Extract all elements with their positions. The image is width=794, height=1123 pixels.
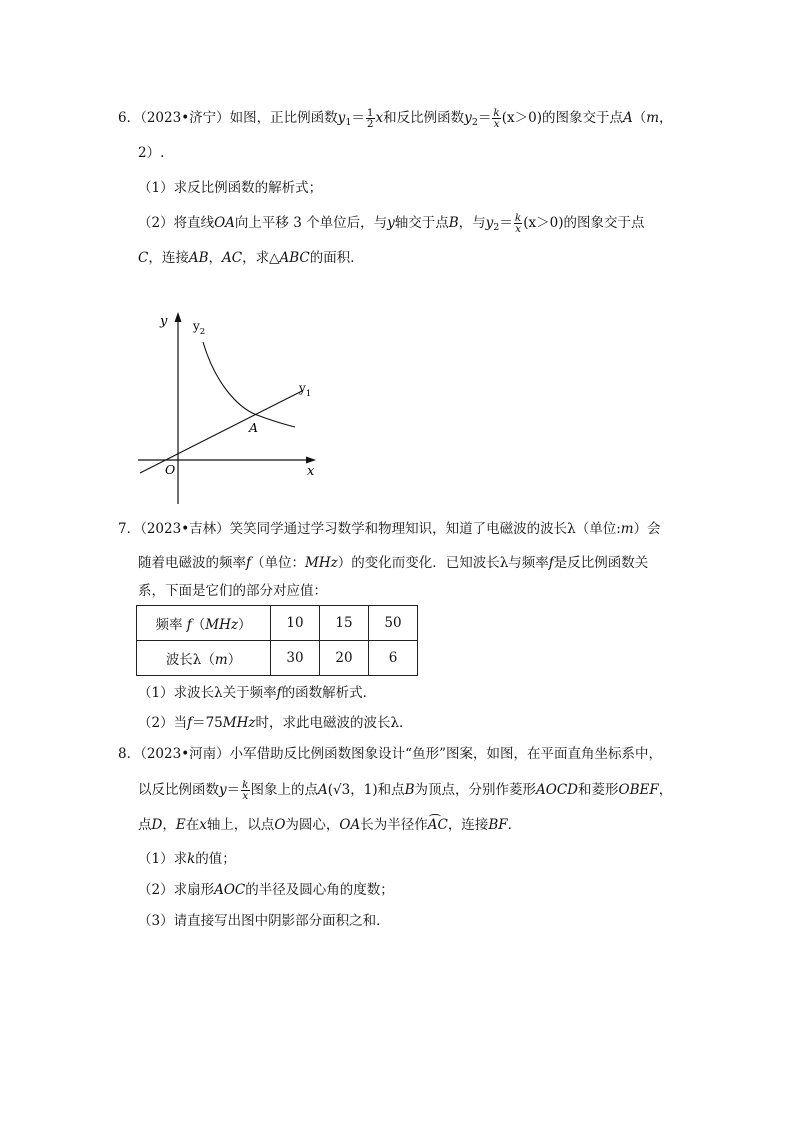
unit-mhz: MHz <box>205 617 238 633</box>
fraction-numerator: k <box>514 212 522 224</box>
q7-text: （单位： <box>251 555 305 571</box>
point-label: A <box>622 110 633 126</box>
triangle-label: ABC <box>279 250 310 266</box>
q6-line-2 <box>138 143 164 163</box>
header-text: 波长λ（ <box>165 652 215 668</box>
segment-label: OA <box>339 817 361 833</box>
table-cell: 6 <box>369 641 418 676</box>
origin-label: O <box>165 462 176 477</box>
q8-part-2 <box>138 880 394 900</box>
arc-label: AC <box>427 817 448 833</box>
point-label: D <box>151 817 163 833</box>
q6-text: 和反比例函数 <box>383 110 465 126</box>
header-text: （ <box>191 617 206 633</box>
fraction-denominator: x <box>242 790 249 802</box>
line-label-sub: 1 <box>305 389 312 399</box>
q6-part-2 <box>138 213 644 238</box>
q7-text: （2）当 <box>138 715 188 731</box>
subscript: 1 <box>345 117 352 128</box>
y-axis-arrow <box>175 312 182 322</box>
q8-text: 的值； <box>195 851 236 867</box>
var-f: f <box>187 715 193 731</box>
fraction-one-half <box>366 108 375 129</box>
q7-text: 系，下面是它们的部分对应值： <box>138 583 327 599</box>
q7-text: （1）求波长λ关于频率 <box>138 685 277 701</box>
q7-text: ＝75 <box>192 715 223 731</box>
var-k: k <box>187 851 196 867</box>
var-y: y <box>219 782 227 798</box>
q8-part-3 <box>138 911 390 931</box>
q7-text: 的函数解析式． <box>281 685 377 701</box>
row-header-frequency <box>137 606 271 641</box>
q8-text: ， <box>658 782 673 798</box>
segment-label: OA <box>214 215 235 231</box>
q8-line-1 <box>118 744 662 764</box>
q8-number: 8． <box>118 746 141 762</box>
q8-text: 和点 <box>377 782 405 798</box>
sector-label: AOC <box>214 882 246 898</box>
table-cell: 15 <box>320 606 369 641</box>
q6-text: ， <box>208 250 223 266</box>
q6-text: 向上平移 3 个单位后，与 <box>234 215 388 231</box>
function-graph <box>130 308 330 508</box>
q6-source: （2023•济宁） <box>140 110 230 126</box>
fraction-denominator: x <box>493 118 500 130</box>
equals: ＝ <box>226 782 241 798</box>
y-axis-label: y <box>160 314 168 329</box>
fraction-k-over-x <box>241 780 249 801</box>
var-f: f <box>246 555 251 571</box>
fraction-denominator: 2 <box>366 118 374 130</box>
q7-text: 笑笑同学通过学习数学和物理知识，知道了电磁波的波长λ（单位: <box>229 521 621 537</box>
point-label: E <box>175 817 186 833</box>
var-f: f <box>186 617 192 633</box>
equals: ＝ <box>477 110 492 126</box>
q8-line-3 <box>138 815 521 835</box>
var-f: f <box>548 555 554 571</box>
q8-part-1 <box>138 849 236 869</box>
segment-label: AC <box>222 250 243 266</box>
curve-label-var: y <box>193 319 200 333</box>
var-m: m <box>646 110 660 126</box>
q6-text: ， <box>659 110 673 126</box>
var-y: y <box>485 215 494 231</box>
var-x: x <box>375 110 384 126</box>
q7-line-2 <box>138 553 648 573</box>
var-f: f <box>276 685 282 701</box>
q6-text: 的图象交于点 <box>541 110 623 126</box>
q7-text: 随着电磁波的频率 <box>138 555 246 571</box>
q8-text: 为圆心， <box>285 817 340 833</box>
q7-number: 7． <box>118 521 141 537</box>
q8-line-2 <box>138 780 672 801</box>
q8-text: 在 <box>185 817 200 833</box>
table-cell: 30 <box>271 641 320 676</box>
q7-line-3 <box>138 581 327 601</box>
x-axis-label: x <box>307 464 315 479</box>
table-cell: 20 <box>320 641 369 676</box>
point-label: A <box>318 782 328 798</box>
q6-text: 轴交于点 <box>394 215 449 231</box>
q7-part-2 <box>138 713 413 733</box>
rhombus-label: OBEF <box>618 782 659 798</box>
point-label: B <box>404 782 415 798</box>
q6-text: ，与 <box>458 215 486 231</box>
q6-part-1-text: （1）求反比例函数的解析式； <box>138 180 323 196</box>
var-x: x <box>199 817 207 833</box>
q7-part-1 <box>138 683 376 703</box>
fraction-k-over-x <box>514 213 522 234</box>
segment-label: AB <box>188 250 209 266</box>
q8-text: 以反比例函数 <box>138 782 219 798</box>
q8-text: （1）求 <box>138 851 188 867</box>
table-row <box>137 641 418 676</box>
point-coordinates: (√3，1) <box>327 782 378 798</box>
q7-line-1 <box>118 519 661 539</box>
point-label: B <box>448 215 459 231</box>
q6-text: 的图象交于点 <box>563 215 645 231</box>
q6-part-1 <box>138 178 322 198</box>
q6-text: （ <box>632 110 647 126</box>
point-label: C <box>138 250 149 266</box>
q8-text: （2）求扇形 <box>138 882 215 898</box>
row-header-wavelength <box>137 641 271 676</box>
table-row <box>137 606 418 641</box>
q7-source: （2023•吉林） <box>140 521 230 537</box>
q6-part-2-cont <box>138 248 364 268</box>
q6-line-1 <box>118 108 673 133</box>
subscript: 2 <box>493 222 500 233</box>
table-cell: 10 <box>271 606 320 641</box>
rhombus-label: AOCD <box>536 782 578 798</box>
header-text: 频率 <box>155 617 183 633</box>
var-y: y <box>337 110 346 126</box>
q7-text: ）会 <box>633 521 661 537</box>
line-y1 <box>140 391 302 473</box>
q8-source: （2023•河南） <box>140 746 230 762</box>
equals: ＝ <box>499 215 513 231</box>
condition: (x＞0) <box>501 110 542 126</box>
q8-text: 图象上的点 <box>250 782 319 798</box>
q8-text: 为顶点，分别作菱形 <box>414 782 537 798</box>
fraction-k-over-x <box>492 108 500 129</box>
unit-m: m <box>620 521 634 537</box>
var-y: y <box>464 110 472 126</box>
var-y: y <box>387 215 395 231</box>
fraction-numerator: k <box>242 779 249 791</box>
header-text: ） <box>227 652 242 668</box>
fraction-numerator: 1 <box>366 107 374 119</box>
q6-text: 的面积． <box>309 250 364 266</box>
q8-text: （3）请直接写出图中阴影部分面积之和． <box>138 913 390 929</box>
q6-text: （2）将直线 <box>138 215 215 231</box>
header-text: ） <box>238 617 252 633</box>
q7-text: 时，求此电磁波的波长λ． <box>255 715 413 731</box>
x-axis-arrow <box>306 457 316 464</box>
q8-text: 小军借助反比例函数图象设计“鱼形”图案，如图，在平面直角坐标系中， <box>229 746 662 762</box>
point-a-label: A <box>249 420 259 435</box>
equals: ＝ <box>351 110 365 126</box>
unit-m: m <box>214 652 228 668</box>
curve-label-y2 <box>192 319 205 337</box>
q8-text: ，连接 <box>447 817 489 833</box>
q8-text: ． <box>507 817 522 833</box>
point-label: O <box>274 817 286 833</box>
q6-text: ，求△ <box>242 250 280 266</box>
q6-text: ，连接 <box>148 250 189 266</box>
line-label-var: y <box>299 381 306 395</box>
q6-text: 2）. <box>138 145 165 161</box>
q8-text: 轴上，以点 <box>206 817 275 833</box>
unit-mhz: MHz <box>305 555 338 571</box>
curve-y2 <box>203 342 295 427</box>
q7-text: 是反比例函数关 <box>553 555 649 571</box>
subscript: 2 <box>471 117 478 128</box>
line-label-y1 <box>298 381 311 399</box>
frequency-wavelength-table <box>136 605 418 676</box>
q6-text: 如图，正比例函数 <box>229 110 338 126</box>
q8-text: 点 <box>138 817 152 833</box>
segment-label: BF <box>488 817 508 833</box>
q8-text: ， <box>162 817 176 833</box>
fraction-numerator: k <box>493 107 500 119</box>
fraction-denominator: x <box>515 223 521 235</box>
q8-text: 和菱形 <box>578 782 619 798</box>
q6-number: 6． <box>118 110 141 126</box>
curve-label-sub: 2 <box>199 327 206 337</box>
q7-text: ）的变化而变化．已知波长λ与频率 <box>337 555 549 571</box>
q8-text: 长为半径作 <box>360 817 428 833</box>
condition: (x＞0) <box>523 215 564 231</box>
table-cell: 50 <box>369 606 418 641</box>
q8-text: 的半径及圆心角的度数； <box>245 882 394 898</box>
unit-mhz: MHz <box>222 715 256 731</box>
